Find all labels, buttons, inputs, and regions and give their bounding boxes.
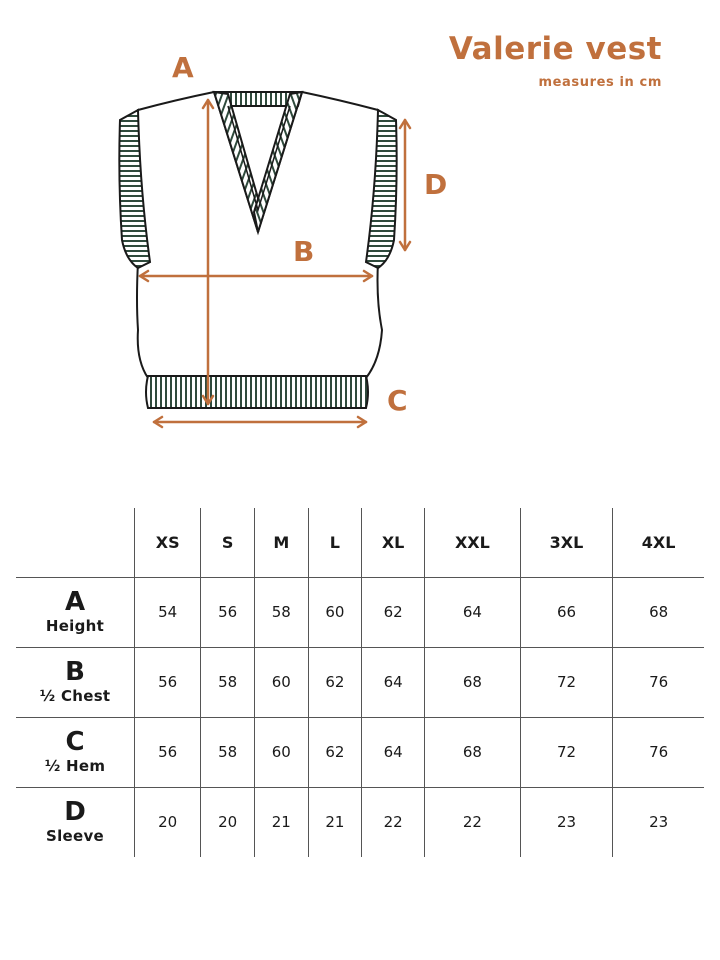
table-cell: 58 — [254, 577, 308, 647]
table-cell: 21 — [254, 787, 308, 857]
table-cell: 72 — [520, 717, 613, 787]
label-d: D — [424, 168, 448, 201]
size-m: M — [254, 508, 308, 577]
size-header-row — [16, 508, 704, 577]
table-cell: 20 — [201, 787, 255, 857]
table-cell: 64 — [425, 577, 521, 647]
table-cell: 56 — [201, 577, 255, 647]
size-xl: XL — [362, 508, 425, 577]
label-c: C — [387, 384, 408, 417]
table-cell: 68 — [613, 577, 704, 647]
vest-diagram — [0, 0, 720, 460]
size-l: L — [308, 508, 362, 577]
table-cell: 58 — [201, 717, 255, 787]
table-cell: 60 — [254, 717, 308, 787]
table-cell: 54 — [135, 577, 201, 647]
table-cell: 23 — [520, 787, 613, 857]
size-s: S — [201, 508, 255, 577]
table-cell: 58 — [201, 647, 255, 717]
table-cell: 56 — [135, 647, 201, 717]
table-cell: 60 — [254, 647, 308, 717]
product-title: Valerie vest — [448, 31, 662, 67]
table-cell: 22 — [425, 787, 521, 857]
table-cell: 56 — [135, 717, 201, 787]
units-note: measures in cm — [538, 75, 662, 90]
table-cell: 64 — [362, 717, 425, 787]
label-b: B — [293, 235, 315, 268]
table-row — [16, 717, 704, 787]
table-cell: 68 — [425, 647, 521, 717]
table-cell: 64 — [362, 647, 425, 717]
table-row — [16, 577, 704, 647]
size-4xl: 4XL — [613, 508, 704, 577]
table-cell: 76 — [613, 717, 704, 787]
table-cell: 21 — [308, 787, 362, 857]
table-cell: 68 — [425, 717, 521, 787]
table-cell: 60 — [308, 577, 362, 647]
size-xxl: XXL — [425, 508, 521, 577]
row-label-b: B ½ Chest — [16, 647, 135, 717]
table-cell: 62 — [308, 647, 362, 717]
size-3xl: 3XL — [520, 508, 613, 577]
row-label-c: C ½ Hem — [16, 717, 135, 787]
table-cell: 20 — [135, 787, 201, 857]
table-row — [16, 647, 704, 717]
table-cell: 66 — [520, 577, 613, 647]
row-label-d: D Sleeve — [16, 787, 135, 857]
table-cell: 76 — [613, 647, 704, 717]
size-table — [16, 508, 704, 857]
table-cell: 23 — [613, 787, 704, 857]
table-cell: 62 — [308, 717, 362, 787]
table-cell: 72 — [520, 647, 613, 717]
size-xs: XS — [135, 508, 201, 577]
table-cell: 22 — [362, 787, 425, 857]
row-label-a: A Height — [16, 577, 135, 647]
label-a: A — [172, 51, 194, 84]
hem-rib — [146, 376, 368, 408]
corner-cell — [16, 508, 135, 577]
table-row — [16, 787, 704, 857]
table-cell: 62 — [362, 577, 425, 647]
vest-body — [137, 92, 382, 378]
